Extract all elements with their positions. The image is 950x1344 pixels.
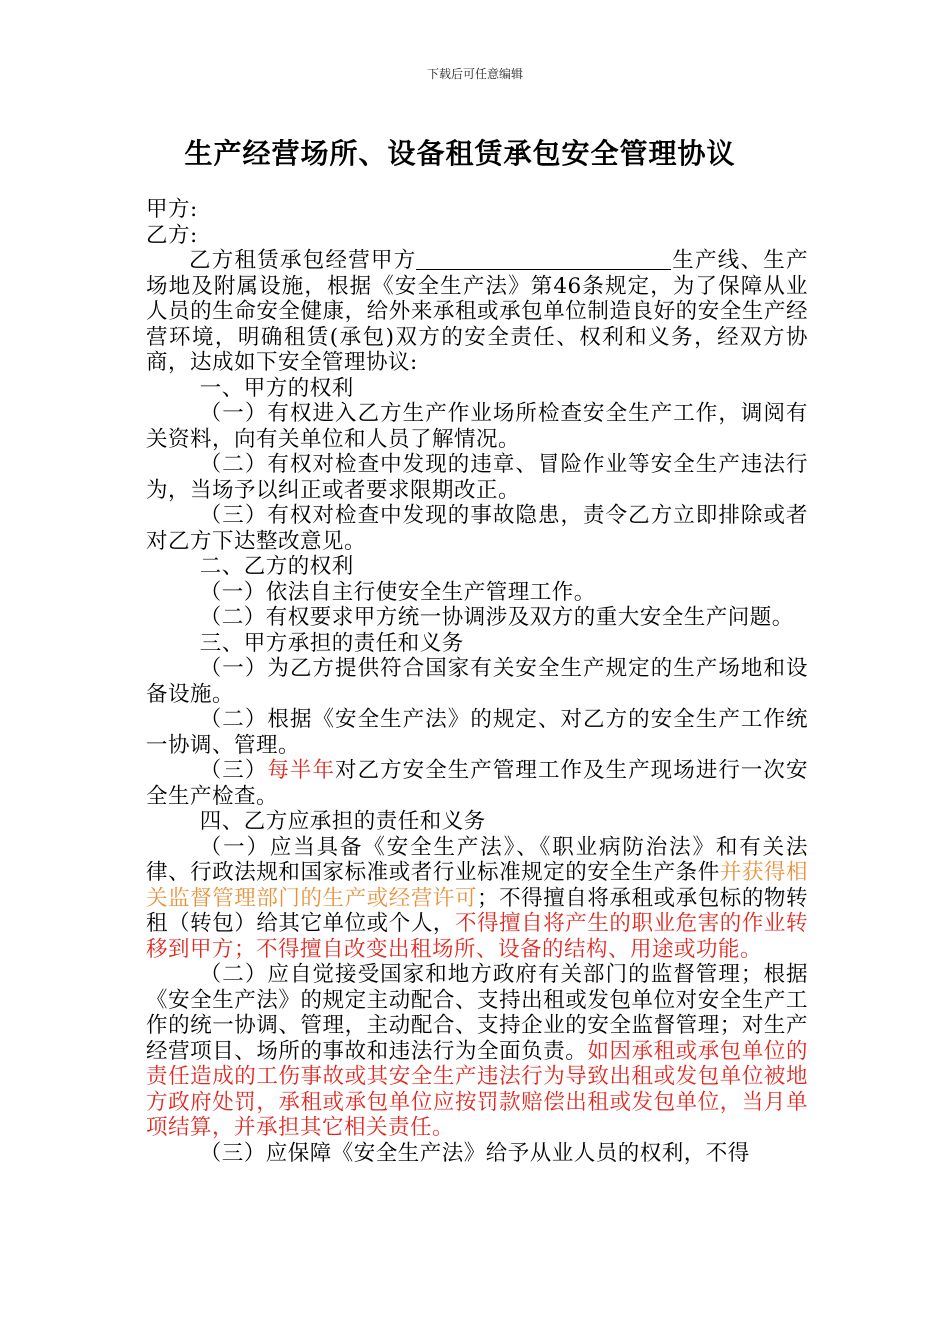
party-a-line: 甲方: xyxy=(146,197,198,222)
section-1-item-1: （一）有权进入乙方生产作业场所检查安全生产工作，调阅有关资料，向有关单位和人员了解情况。 xyxy=(146,401,808,452)
section-2-heading: 二、乙方的权利 xyxy=(199,554,354,579)
intro-text-start: 乙方租赁承包经营甲方 xyxy=(189,248,417,273)
section-4-item-2 xyxy=(146,962,808,1141)
s4-i2-text: （二）应自觉接受国家和地方政府有关部门的监督管理；根据《安全生产法》的规定主动配合、支持出租或发包单位对安全生产工作的统一协调、管理，主动配合、支持企业的安全监督管理；对生产经营项目、场所的事故和违法行为全面负责。 xyxy=(146,962,808,1064)
section-4-item-1 xyxy=(146,835,808,963)
section-3-heading: 三、甲方承担的责任和义务 xyxy=(199,630,464,656)
s4-i1-text: （一）应当具备《安全生产法》、《职业病防治法》和有关法律、行政法规和国家标准或者行业标准规定的安全生产条件 xyxy=(146,834,808,885)
section-4-item-3: （三）应保障《安全生产法》给予从业人员的权利，不得 xyxy=(199,1140,750,1166)
section-3-item-3 xyxy=(146,758,808,809)
section-4-heading: 四、乙方应承担的责任和义务 xyxy=(199,809,486,834)
s3-i3-prefix: （三） xyxy=(199,758,268,783)
s4-i1-middle: ；不得擅自将承租或承包标的物转租（转包）给其它单位或个人， xyxy=(146,885,808,936)
intro-text-end: 生产线、生产场地及附属设施，根据《安全生产法》第46条规定，为了保障从业人员的生命安全健康，给外来承租或承包单位制造良好的安全生产经营环境，明确租赁(承包)双方的安全责任、权利和义务，经双方协商，达成如下安全管理协议: xyxy=(146,248,808,375)
section-2-item-1: （一）依法自主行使安全生产管理工作。 xyxy=(199,579,596,605)
s4-i1-red-highlight: 不得擅自将产生的职业危害的作业转移到甲方；不得擅自改变出租场所、设备的结构、用途或功能。 xyxy=(146,911,808,962)
s3-i3-rest: 对乙方安全生产管理工作及生产现场进行一次安全生产检查。 xyxy=(146,758,808,809)
s4-i1-license-highlight: 并获得相关监督管理部门的生产或经营许可 xyxy=(146,860,808,911)
section-2-item-2: （二）有权要求甲方统一协调涉及双方的重大安全生产问题。 xyxy=(199,605,794,630)
section-1-item-2: （二）有权对检查中发现的违章、冒险作业等安全生产违法行为，当场予以纠正或者要求限期改正。 xyxy=(146,452,808,503)
blank-fill-line[interactable] xyxy=(416,249,671,270)
intro-paragraph xyxy=(146,248,808,376)
section-3-item-2: （二）根据《安全生产法》的规定、对乙方的安全生产工作统一协调、管理。 xyxy=(146,707,808,758)
party-b-line: 乙方: xyxy=(146,222,198,248)
section-1-item-3: （三）有权对检查中发现的事故隐患，责令乙方立即排除或者对乙方下达整改意见。 xyxy=(146,503,808,554)
header-note: 下载后可任意编辑 xyxy=(426,67,523,81)
s3-i3-highlight: 每半年 xyxy=(267,758,336,783)
document-title: 生产经营场所、设备租赁承包安全管理协议 xyxy=(184,137,736,170)
section-3-item-1: （一）为乙方提供符合国家有关安全生产规定的生产场地和设备设施。 xyxy=(146,656,808,707)
document-body xyxy=(146,197,808,1166)
s4-i2-red-highlight: 如因承租或承包单位的责任造成的工伤事故或其安全生产违法行为导致出租或发包单位被地方政府处罚，承租或承包单位应按罚款赔偿出租或发包单位，当月单项结算，并承担其它相关责任。 xyxy=(146,1038,808,1140)
section-1-heading: 一、甲方的权利 xyxy=(199,375,354,401)
